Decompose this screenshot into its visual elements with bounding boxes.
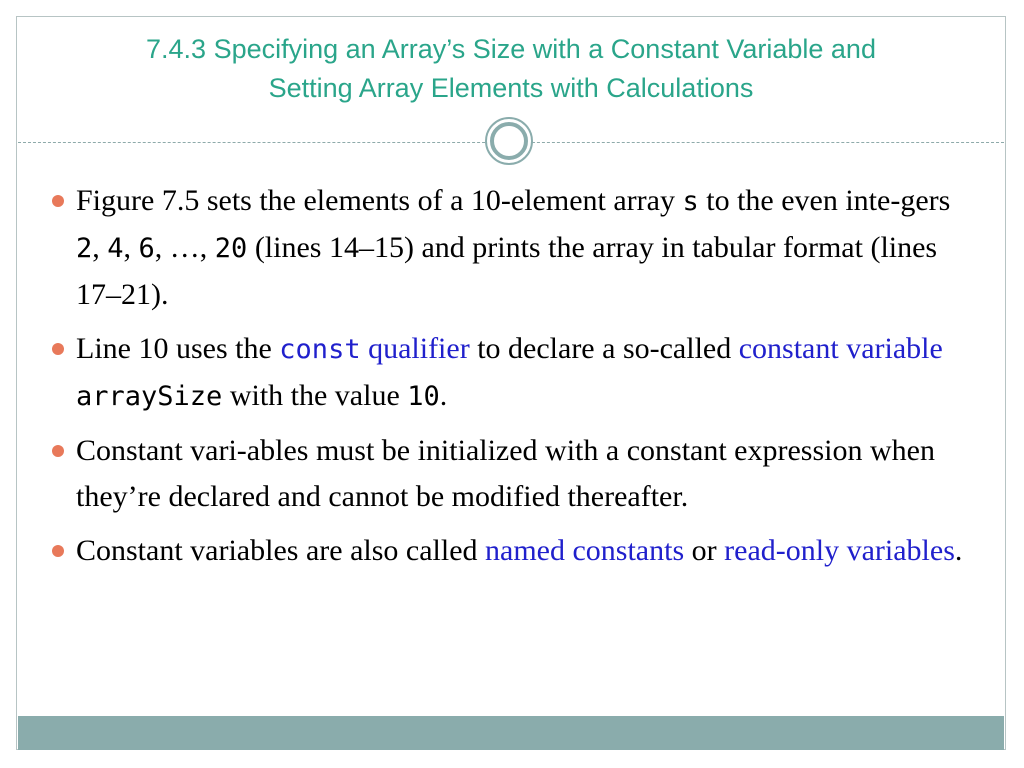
body-text: . [439,379,448,412]
bullet-item [48,326,978,420]
slide-content [48,178,978,582]
body-text: with the value [222,379,408,412]
bullet-item [48,428,978,520]
title-line-2: Setting Array Elements with Calculations [268,73,754,103]
body-text: Figure 7.5 sets the elements of a 10-element array [76,184,683,217]
code-text: s [682,186,699,217]
code-term: const [279,334,361,365]
bullet-dot-icon [52,195,64,207]
code-text: 20 [214,233,248,264]
code-text: 6 [138,233,155,264]
footer-band [18,716,1004,750]
body-text: , [123,231,139,264]
body-text: Line 10 uses the [76,332,280,365]
slide-title [30,30,992,108]
bullet-list [48,178,978,574]
body-text: or [684,534,725,567]
code-text: 10 [407,381,440,412]
code-text: arraySize [76,381,223,412]
body-text: (lines 14–15) and prints the array in tabular format (lines 17–21). [76,231,938,311]
body-text: to declare a so-called [469,332,739,365]
key-term: qualifier [360,332,470,365]
title-line-1 [30,30,992,69]
bullet-dot-icon [52,343,64,355]
title-text-1: Specifying an Array’s Size with a Constant Variable and [213,34,876,64]
bullet-dot-icon [52,545,64,557]
key-term: named constants [485,534,685,567]
bullet-dot-icon [52,445,64,457]
key-term: constant variable [738,332,943,365]
code-text: 4 [107,233,124,264]
bullet-item [48,528,978,574]
section-number: 7.4.3 [146,34,207,64]
body-text: to the even inte-gers [698,184,951,217]
body-text: Constant variables are also called [76,534,486,567]
key-term: read-only variables [724,534,955,567]
body-text: . [954,534,963,567]
body-text: , …, [154,231,215,264]
body-text: , [92,231,108,264]
bullet-item [48,178,978,318]
ring-ornament-icon [484,116,534,166]
body-text: Constant vari-ables must be initialized with a constant expression when they’re declared and cannot be modified thereafter. [76,434,935,513]
code-text: 2 [76,233,93,264]
